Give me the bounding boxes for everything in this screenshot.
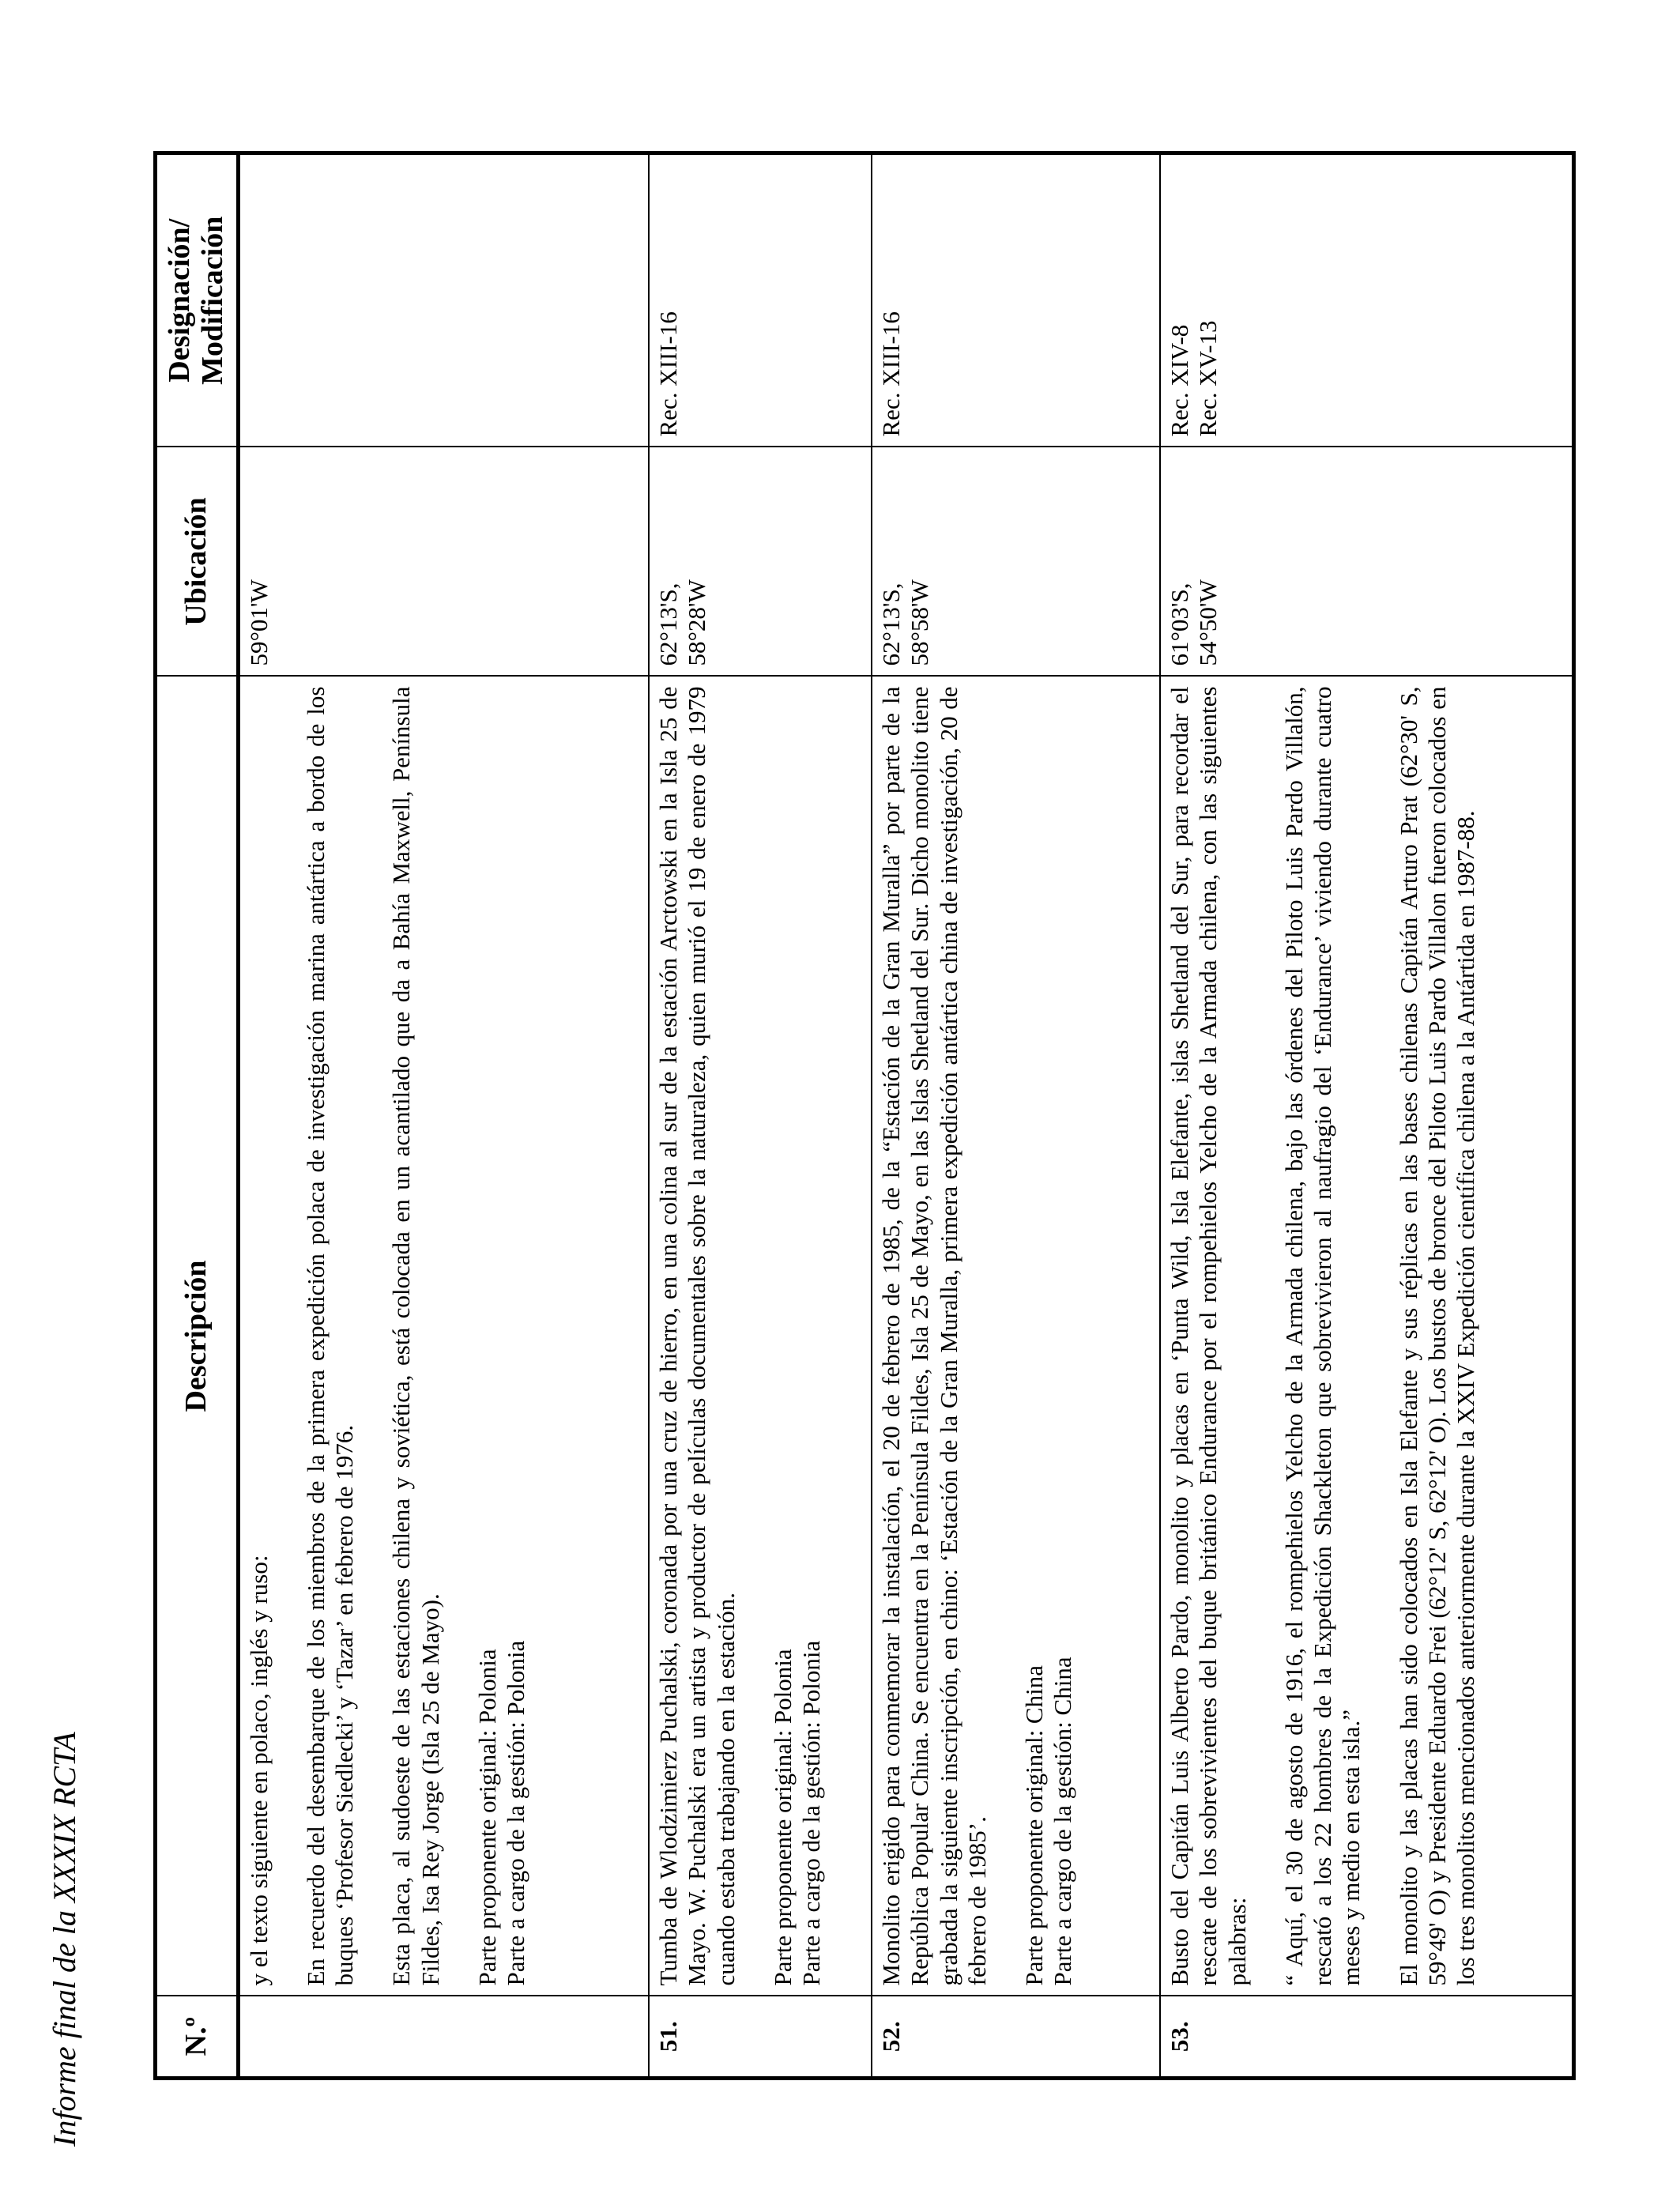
col-header-location: Ubicación [156, 447, 239, 677]
desc-paragraph: Esta placa, al sudoeste de las estaciones chilena y soviética, está colocada en un acantilado que da a Bahía Maxwell, Península Fildes, Isa Rey Jorge (Isla 25 de Mayo). [387, 686, 444, 1986]
desc-paragraph: Tumba de Wlodzimierz Puchalski, coronada por una cruz de hierro, en una colina al sur de la estación Arctowski en la Isla 25 de Mayo. W. Puchalski era un artista y productor de películas documentales sobre la naturaleza, quien murió el 19 de enero de 1979 cuando estaba trabajando en la estación. [654, 686, 740, 1986]
row-designation [238, 153, 649, 447]
row-designation: Rec. XIII-16 [649, 153, 872, 447]
row-designation: Rec. XIII-16 [872, 153, 1160, 447]
col-header-designation: Designación/ Modificación [156, 153, 239, 447]
header-row [156, 153, 239, 2079]
col-header-description: Descripción [156, 677, 239, 1996]
row-number [238, 1996, 649, 2079]
row-description [649, 677, 872, 1996]
row-number: 53. [1160, 1996, 1573, 2079]
row-designation: Rec. XIV-8 Rec. XV-13 [1160, 153, 1573, 447]
col-header-number: N.º [156, 1996, 239, 2079]
desc-paragraph: En recuerdo del desembarque de los miembros de la primera expedición polaca de investigación marina antártica a bordo de los buques ‘Profesor Siedlecki’ y ‘Tazar’ en febrero de 1976. [301, 686, 359, 1986]
running-header: Informe final de la XXXIX RCTA [47, 1732, 82, 2147]
row-description [1160, 677, 1573, 1996]
desc-paragraph: Parte proponente original: Polonia Parte a cargo de la gestión: Polonia [473, 1640, 530, 1986]
row-location: 62°13'S, 58°58'W [872, 447, 1160, 677]
table-row [238, 153, 649, 2079]
row-location: 61°03'S, 54°50'W [1160, 447, 1573, 677]
row-description [238, 677, 649, 1996]
desc-paragraph: “ Aquí, el 30 de agosto de 1916, el rompehielos Yelcho de la Armada chilena, bajo las órdenes del Piloto Luis Pardo Villalón, rescató a los 22 hombres de la Expedición Shackleton que sobrevivieron al naufragio del ‘Endurance’ viviendo durante cuatro meses y medio en esta isla.” [1279, 686, 1365, 1986]
monuments-table [153, 151, 1576, 2080]
row-number: 51. [649, 1996, 872, 2079]
desc-paragraph: Parte proponente original: China Parte a cargo de la gestión: China [1020, 1657, 1077, 1986]
table-row [872, 153, 1160, 2079]
table-row [649, 153, 872, 2079]
row-number: 52. [872, 1996, 1160, 2079]
row-description [872, 677, 1160, 1996]
rotated-table-wrapper [153, 155, 1576, 2080]
row-location: 59°01'W [238, 447, 649, 677]
desc-paragraph: Parte proponente original: Polonia Parte a cargo de la gestión: Polonia [768, 1640, 826, 1986]
table-row [1160, 153, 1573, 2079]
desc-paragraph: El monolito y las placas han sido colocados en Isla Elefante y sus réplicas en las bases chilenas Capitán Arturo Prat (62°30' S, 59°49' O) y Presidente Eduardo Frei (62°12' S, 62°12' O). Los bustos de bronce del Piloto Luis Pardo Villalon fueron colocados en los tres monolitos mencionados anteriormente durante la XXIV Expedición científica chilena a la Antártida en 1987-88. [1394, 686, 1480, 1986]
desc-paragraph: Busto del Capitán Luis Alberto Pardo, monolito y placas en ‘Punta Wild, Isla Elefante, islas Shetland del Sur, para recordar el rescate de los sobrevivientes del buque británico Endurance por el rompehielos Yelcho de la Armada chilena, con las siguientes palabras: [1166, 686, 1251, 1986]
row-location: 62°13'S, 58°28'W [649, 447, 872, 677]
desc-paragraph: y el texto siguiente en polaco, inglés y ruso: [244, 1555, 273, 1986]
desc-paragraph: Monolito erigido para conmemorar la instalación, el 20 de febrero de 1985, de la “Estación de la Gran Muralla” por parte de la República Popular China. Se encuentra en la Península Fildes, Isla 25 de Mayo, en las Islas Shetland del Sur. Dicho monolito tiene grabada la siguiente inscripción, en chino: ‘Estación de la Gran Muralla, primera expedición antártica china de investigación, 20 de febrero de 1985’. [877, 686, 991, 1986]
